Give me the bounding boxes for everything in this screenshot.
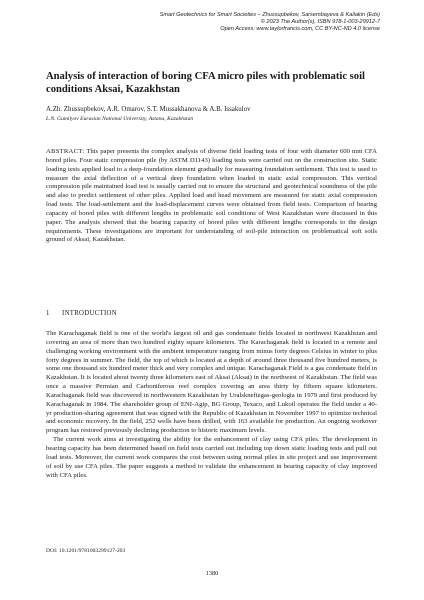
abstract-label: ABSTRACT: (46, 148, 85, 155)
author-list: A.Zh. Zhussupbekov, A.R. Omarov, S.T. Mussakhanova & A.B. Issakulov (46, 106, 251, 113)
running-header (50, 12, 380, 34)
section-heading (46, 310, 376, 318)
header-license-line: Open Access: www.taylorfrancis.com, CC BY-NC-ND 4.0 license (220, 26, 380, 33)
section-body (46, 330, 377, 480)
header-book-line: Smart Geotechnics for Smart Societies – Zhussupbekov, Sarsembayeva & Kaliakin (Eds) (159, 12, 380, 18)
page-number: 1380 (205, 570, 219, 577)
doi-line: DOI: 10.1201/9781003299127-203 (46, 548, 126, 554)
abstract (46, 148, 377, 245)
paper-title: Analysis of interaction of boring CFA micro piles with problematic soil conditions Aksai, Kazakhstan (46, 71, 365, 95)
header-copyright-line: © 2023 The Author(s), ISBN 978-1-003-29912-7 (260, 19, 380, 26)
abstract-text: This paper presents the complex analysis of diverse field loading tests of four with diameter 600 mm CFA bored piles. Four static compression pile (by ASTM D1143) loading tests were carried out on the construction site. Static loading tests applied load to a deep-foundation element gradually for measuring foundation settlement. This test is used to measure the axial deflection of a vertical deep foundation when loaded in static axial compression. This vertical compression pile maintained load test is usually carried out to ensure the structural and geotechnical soundness of the pile and also to predict settlement of other piles. Applied load and head movement are measured for static axial compression load tests. The load-settlement and the load-displacement curves were obtained from field tests. Comparison of bearing capacity of bored piles with different lengths in problematic soil conditions of West Kazakhstan were discussed in this paper. The analysis showed that the bearing capacity of bored piles with different lengths corresponds to the design requirements. These investigations are important for understanding of soil-pile interaction on problematical soft soils ground of Aksai, Kazakhstan. (46, 148, 377, 244)
body-paragraph: The Karachaganak field is one of the world's largest oil and gas condensate fields located in northwest Kazakhstan and covering an area of more than two hundred eighty square kilometers. The Karachaganak field is located in a remote and challenging working environment with the ambient temperature ranging from minus forty degrees Celsius in winter to plus forty degrees in summer. The field, the top of which is located at a depth of around three thousand five hundred meters, is some one thousand six hundred meter thick and very complex and unique. Karachaganak Field is a gas condensate field in Kazakhstan. It is located about twenty three kilometers east of Aksai (Aksai) in the northwest of Kazakhstan. The field was once a massive Permian and Carboniferous reef complex covering an area thirty by fifteen square kilometers. Karachaganak field was discovered in northwestern Kazakhstan by Uralskneftegas-geologia in 1979 and first produced by Karachaganak in 1984. The shareholder group of ENI-Agip, BG Group, Texaco, and Lukoil operates the field under a 40-yr production-sharing agreement that was signed with the Republic of Kazakhstan in November 1997 to optimize technical and economic recovery. In the field, 252 wells have been drilled, with 163 available for production. An ongoing workover program has restored previously declining production to historic maximum levels. (46, 330, 377, 435)
section-number: 1 (46, 310, 50, 317)
section-title: INTRODUCTION (62, 310, 117, 317)
body-paragraph: The current work aims at investigating the ability for the enhancement of clay using CFA piles. The development in bearing capacity has been determined based on field tests carried out including top down static loading tests and pull out load tests. Moreover, the current work compares the cost between using normal piles in site project and use improvement of soil by use CFA piles. The paper suggests a method to validate the enhancement in bearing capacity of clay improved with CFA piles. (46, 436, 377, 479)
author-affiliation: L.N. Gumilyov Eurasian National University, Astana, Kazakhstan (46, 116, 194, 122)
